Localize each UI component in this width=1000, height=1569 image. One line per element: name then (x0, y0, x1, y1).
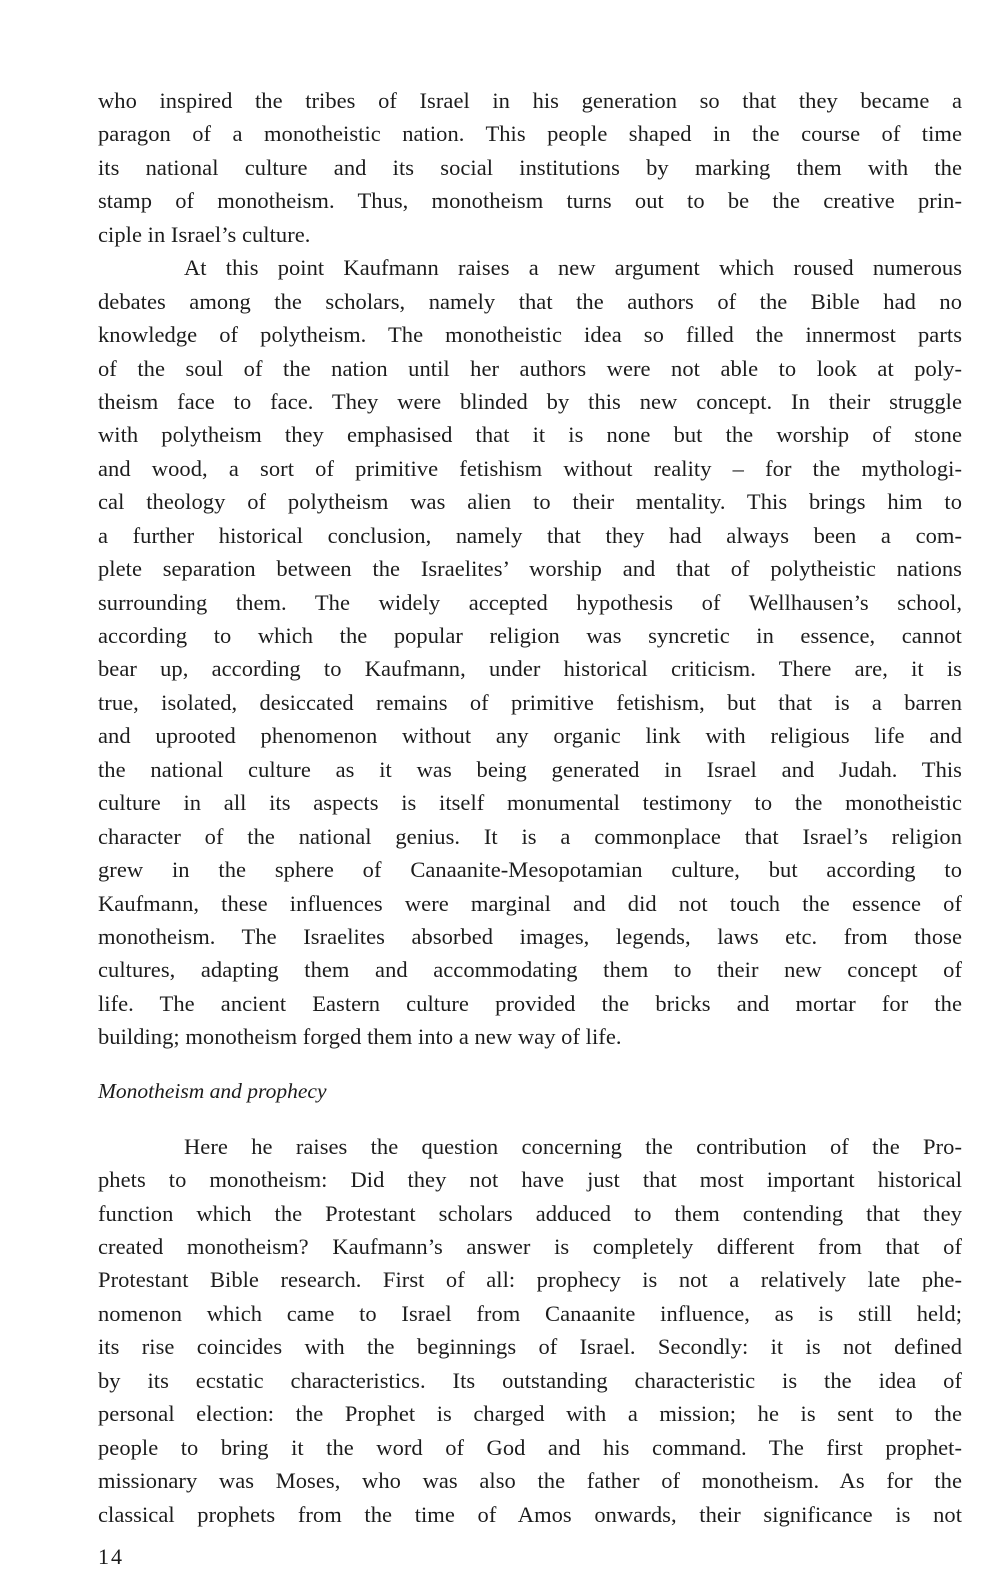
text-line: stamp of monotheism. Thus, monotheism turns out to be the creative prin- (98, 188, 962, 214)
text-line: bear up, according to Kaufmann, under historical criticism. There are, it is (98, 656, 962, 682)
text-line: its rise coincides with the beginnings of Israel. Secondly: it is not defined (98, 1334, 962, 1360)
text-line: theism face to face. They were blinded by this new concept. In their struggle (98, 388, 962, 414)
text-line: culture in all its aspects is itself monumental testimony to the monotheistic (98, 790, 962, 816)
text-line: cal theology of polytheism was alien to their mentality. This brings him to (98, 489, 962, 515)
text-line: who inspired the tribes of Israel in his generation so that they became a (98, 88, 962, 113)
section-heading: Monotheism and prophecy (98, 1078, 327, 1103)
text-line: life. The ancient Eastern culture provided the bricks and mortar for the (98, 990, 962, 1016)
text-line: missionary was Moses, who was also the father of monotheism. As for the (98, 1468, 962, 1494)
text-line: paragon of a monotheistic nation. This people shaped in the course of time (98, 121, 962, 147)
text-line: personal election: the Prophet is charged with a mission; he is sent to the (98, 1401, 962, 1427)
document-page (98, 84, 962, 1531)
text-line: a further historical conclusion, namely that they had always been a com- (98, 522, 962, 548)
text-line: true, isolated, desiccated remains of primitive fetishism, but that is a barren (98, 689, 962, 715)
text-line: people to bring it the word of God and his command. The first prophet- (98, 1434, 962, 1460)
text-line: plete separation between the Israelites’ worship and that of polytheistic nations (98, 556, 962, 582)
text-line: knowledge of polytheism. The monotheistic idea so filled the innermost parts (98, 322, 962, 348)
text-line: debates among the scholars, namely that the authors of the Bible had no (98, 288, 962, 314)
text-line: created monotheism? Kaufmann’s answer is completely different from that of (98, 1234, 962, 1259)
text-line: and uprooted phenomenon without any organic link with religious life and (98, 723, 962, 749)
text-line: function which the Protestant scholars adduced to them contending that they (98, 1200, 962, 1226)
text-line: character of the national genius. It is a commonplace that Israel’s religion (98, 823, 962, 849)
text-line: of the soul of the nation until her authors were not able to look at poly- (98, 355, 962, 381)
text-line: Protestant Bible research. First of all: prophecy is not a relatively late phe- (98, 1267, 962, 1293)
paragraph (98, 84, 962, 251)
text-line: its national culture and its social institutions by marking them with the (98, 154, 962, 180)
body-text-section (98, 1130, 962, 1531)
paragraph (98, 1130, 962, 1531)
text-line: the national culture as it was being generated in Israel and Judah. This (98, 756, 962, 782)
text-line: classical prophets from the time of Amos onwards, their significance is not (98, 1501, 962, 1527)
text-line: and wood, a sort of primitive fetishism without reality – for the mythologi- (98, 455, 962, 481)
text-line: building; monotheism forged them into a new way of life. (98, 1024, 622, 1050)
text-line: At this point Kaufmann raises a new argument which roused numerous (184, 255, 962, 281)
text-line: by its ecstatic characteristics. Its outstanding characteristic is the idea of (98, 1367, 962, 1393)
text-line: cultures, adapting them and accommodating them to their new concept of (98, 957, 962, 983)
paragraph (98, 251, 962, 1054)
text-line: nomenon which came to Israel from Canaanite influence, as is still held; (98, 1300, 962, 1326)
text-line: surrounding them. The widely accepted hypothesis of Wellhausen’s school, (98, 589, 962, 615)
page-number: 14 (98, 1544, 124, 1569)
text-line: Here he raises the question concerning the contribution of the Pro- (184, 1133, 962, 1159)
body-text-top (98, 84, 962, 1054)
text-line: phets to monotheism: Did they not have just that most important historical (98, 1167, 962, 1193)
text-line: ciple in Israel’s culture. (98, 221, 311, 247)
text-line: monotheism. The Israelites absorbed images, legends, laws etc. from those (98, 923, 962, 949)
text-line: with polytheism they emphasised that it is none but the worship of stone (98, 422, 962, 448)
text-line: Kaufmann, these influences were marginal and did not touch the essence of (98, 890, 962, 916)
text-line: grew in the sphere of Canaanite-Mesopotamian culture, but according to (98, 857, 962, 883)
text-line: according to which the popular religion was syncretic in essence, cannot (98, 623, 962, 648)
